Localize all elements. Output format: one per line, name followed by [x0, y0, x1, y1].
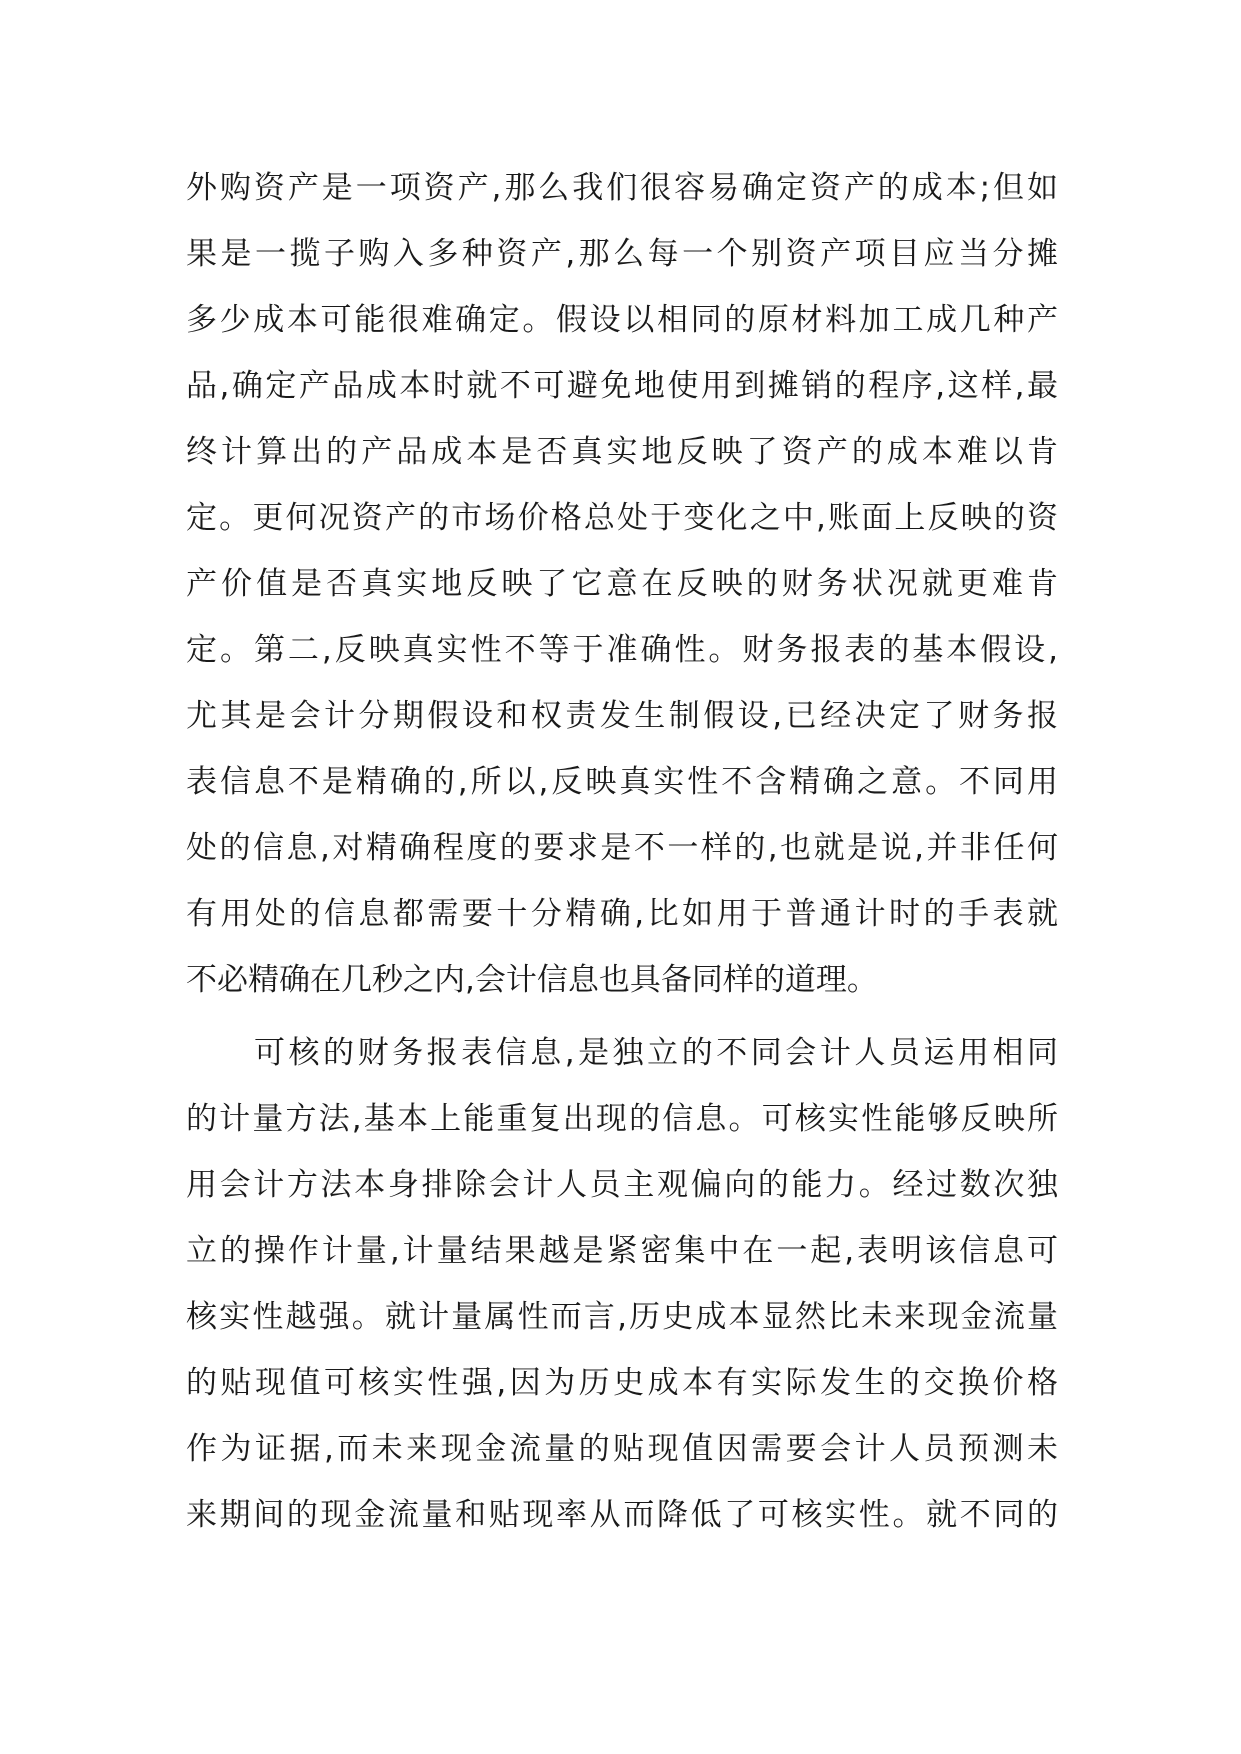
paragraph-line: 可核的财务报表信息,是独立的不同会计人员运用相同	[254, 1035, 1058, 1071]
paragraph-1	[186, 155, 1058, 1013]
paragraph-line: 产价值是否真实地反映了它意在反映的财务状况就更难肯	[186, 566, 1058, 602]
paragraph-line: 有用处的信息都需要十分精确,比如用于普通计时的手表就	[186, 896, 1058, 932]
paragraph-line: 多少成本可能很难确定。假设以相同的原材料加工成几种产	[186, 302, 1058, 338]
paragraph-2	[186, 1020, 1058, 1548]
paragraph-line: 立的操作计量,计量结果越是紧密集中在一起,表明该信息可	[186, 1233, 1058, 1269]
paragraph-line: 定。第二,反映真实性不等于准确性。财务报表的基本假设,	[186, 632, 1058, 668]
paragraph-line: 表信息不是精确的,所以,反映真实性不含精确之意。不同用	[186, 764, 1058, 800]
paragraph-line: 处的信息,对精确程度的要求是不一样的,也就是说,并非任何	[186, 830, 1058, 866]
paragraph-line: 的贴现值可核实性强,因为历史成本有实际发生的交换价格	[186, 1365, 1058, 1401]
paragraph-line: 尤其是会计分期假设和权责发生制假设,已经决定了财务报	[186, 698, 1058, 734]
paragraph-line: 的计量方法,基本上能重复出现的信息。可核实性能够反映所	[186, 1101, 1058, 1137]
paragraph-line: 外购资产是一项资产,那么我们很容易确定资产的成本;但如	[186, 170, 1058, 206]
paragraph-line: 果是一揽子购入多种资产,那么每一个别资产项目应当分摊	[186, 236, 1058, 272]
paragraph-line: 品,确定产品成本时就不可避免地使用到摊销的程序,这样,最	[186, 368, 1058, 404]
paragraph-line: 用会计方法本身排除会计人员主观偏向的能力。经过数次独	[186, 1167, 1058, 1203]
paragraph-line: 不必精确在几秒之内,会计信息也具备同样的道理。	[186, 962, 878, 998]
paragraph-line: 定。更何况资产的市场价格总处于变化之中,账面上反映的资	[186, 500, 1058, 536]
paragraph-line: 核实性越强。就计量属性而言,历史成本显然比未来现金流量	[186, 1299, 1058, 1335]
paragraph-line: 作为证据,而未来现金流量的贴现值因需要会计人员预测未	[186, 1431, 1058, 1467]
paragraph-line: 终计算出的产品成本是否真实地反映了资产的成本难以肯	[186, 434, 1058, 470]
paragraph-line: 来期间的现金流量和贴现率从而降低了可核实性。就不同的	[186, 1497, 1058, 1533]
